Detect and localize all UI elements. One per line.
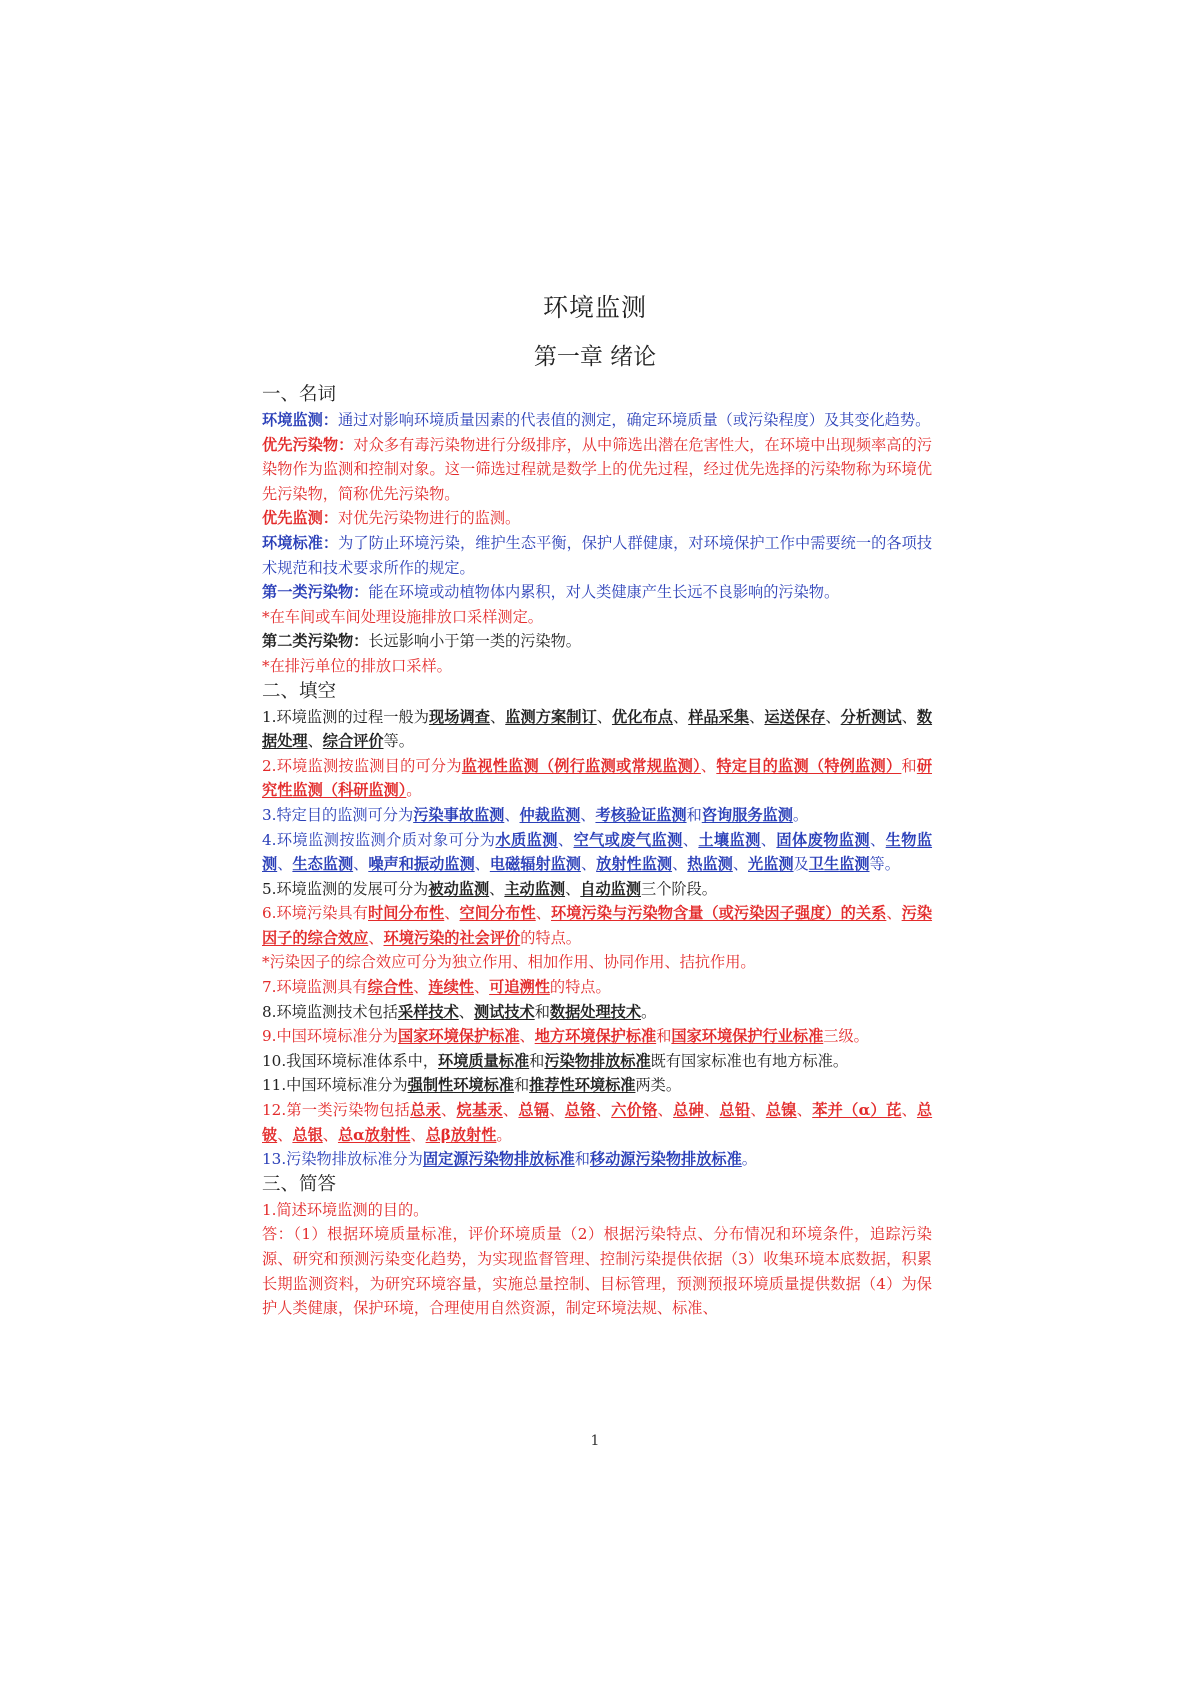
answer-blank: 总镍 bbox=[765, 1101, 797, 1120]
answer-blank: 国家环境保护行业标准 bbox=[671, 1027, 824, 1046]
answer-blank: 特定目的监测（特例监测） bbox=[716, 756, 902, 775]
fill-item-12 bbox=[262, 1098, 932, 1147]
answer-blank: 总铬 bbox=[564, 1101, 596, 1120]
note-combined-effects: *污染因子的综合效应可分为独立作用、相加作用、协同作用、拮抗作用。 bbox=[262, 953, 756, 972]
answer-1: 答：（1）根据环境质量标准，评价环境质量（2）根据污染特点、分布情况和环境条件，追踪污染源、研究和预测污染变化趋势，为实现监督管理、控制污染提供依据（3）收集环境本底数据，积累长期监测资料，为研究环境容量，实施总量控制、目标管理，预测预报环境质量提供数据（4）为保护人类健康，保护环境，合理使用自然资源，制定环境法规、标准、 bbox=[262, 1225, 932, 1318]
definition-text: 为了防止环境污染，维护生态平衡，保护人群健康，对环境保护工作中需要统一的各项技术规范和技术要求所作的规定。 bbox=[262, 533, 933, 577]
answer-blank: 总铅 bbox=[719, 1101, 751, 1120]
definition-priority-monitoring bbox=[262, 506, 932, 531]
question-text: 、 bbox=[796, 1101, 813, 1120]
question-text: 、 bbox=[595, 1101, 612, 1120]
answer-blank: 电磁辐射监测 bbox=[489, 855, 581, 874]
question-text: 11.中国环境标准分为 bbox=[262, 1076, 408, 1095]
question-text: 等。 bbox=[383, 732, 414, 751]
answer-blank: 污染事故监测 bbox=[413, 805, 505, 824]
answer-blank: 环境质量标准 bbox=[438, 1051, 530, 1070]
question-text: 、 bbox=[502, 1101, 519, 1120]
definition-class-two-pollutants bbox=[262, 629, 932, 654]
answer-blank: 国家环境保护标准 bbox=[398, 1027, 520, 1046]
question-text: 等。 bbox=[869, 855, 900, 874]
question-text: 10.我国环境标准体系中， bbox=[262, 1051, 439, 1070]
answer-blank: 总汞 bbox=[410, 1101, 442, 1120]
question-text: 9.中国环境标准分为 bbox=[262, 1027, 398, 1046]
question-text: 13.污染物排放标准分为 bbox=[262, 1150, 423, 1169]
chapter-title: 第一章 绪论 bbox=[533, 344, 657, 370]
question-text: 、 bbox=[519, 1027, 535, 1046]
answer-blank: 生态监测 bbox=[292, 855, 354, 874]
definition-priority-pollutants bbox=[262, 433, 932, 507]
question-text: 。 bbox=[496, 1125, 512, 1144]
question-text: 、 bbox=[760, 830, 777, 849]
answer-blank: 优化布点 bbox=[611, 707, 673, 726]
question-text: 、 bbox=[657, 1101, 674, 1120]
answer-blank: 监测方案制订 bbox=[505, 707, 597, 726]
question-text: 、 bbox=[700, 756, 717, 775]
answer-blank: 苯并（α）芘 bbox=[812, 1101, 902, 1120]
question-text: 两类。 bbox=[635, 1076, 682, 1095]
fill-item-8 bbox=[262, 1000, 932, 1025]
answer-blank: 六价铬 bbox=[611, 1101, 658, 1120]
question-text: 、 bbox=[410, 1125, 426, 1144]
question-text: 、 bbox=[535, 904, 551, 923]
fill-item-7 bbox=[262, 975, 932, 1000]
question-text: 和 bbox=[513, 1076, 530, 1095]
answer-blank: 数据处理 bbox=[262, 707, 933, 751]
answer-blank: 时间分布性 bbox=[368, 904, 445, 923]
document-body bbox=[262, 382, 932, 1321]
answer-blank: 样品采集 bbox=[688, 707, 750, 726]
definition-term: 第一类污染物： bbox=[262, 583, 369, 602]
answer-blank: 地方环境保护标准 bbox=[534, 1027, 657, 1046]
definition-environmental-standard bbox=[262, 531, 932, 580]
answer-blank: 噪声和振动监测 bbox=[368, 855, 475, 874]
question-text: 、 bbox=[901, 707, 917, 726]
fill-item-13 bbox=[262, 1147, 932, 1172]
answer-blank: 移动源污染物排放标准 bbox=[589, 1150, 742, 1169]
question-text: 和 bbox=[529, 1051, 545, 1070]
answer-blank: 总镉 bbox=[518, 1101, 550, 1120]
answer-blank: 分析测试 bbox=[840, 707, 902, 726]
section-heading-terms: 一、名词 bbox=[262, 384, 337, 405]
answer-blank: 被动监测 bbox=[428, 879, 490, 898]
question-text: 、 bbox=[672, 855, 688, 874]
question-text: 。 bbox=[741, 1150, 757, 1169]
question-text: 、 bbox=[557, 830, 574, 849]
definition-text: 对众多有毒污染物进行分级排序，从中筛选出潜在危害性大，在环境中出现频率高的污染物作为监测和控制对象。这一筛选过程就是数学上的优先过程，经过优先选择的污染物称为环境优先污染物，简称优先污染物。 bbox=[262, 435, 933, 503]
question-text: 和 bbox=[534, 1002, 550, 1021]
question-text: 及 bbox=[793, 855, 809, 874]
answer-blank: 测试技术 bbox=[473, 1002, 535, 1021]
question-text: 、 bbox=[489, 707, 506, 726]
question-text: 、 bbox=[474, 855, 490, 874]
question-text: 。 bbox=[792, 805, 809, 824]
answer-blank: 环境污染与污染物含量（或污染因子强度）的关系 bbox=[550, 904, 887, 923]
question-text: 、 bbox=[277, 1125, 293, 1144]
answer-blank: 总铍 bbox=[262, 1101, 933, 1144]
question-text: 三级。 bbox=[823, 1027, 869, 1046]
answer-blank: 咨询服务监测 bbox=[701, 805, 793, 824]
question-text: 6.环境污染具有 bbox=[262, 904, 369, 923]
question-text: 2.环境监测按监测目的可分为 bbox=[262, 756, 462, 775]
question-text: 。 bbox=[641, 1002, 657, 1021]
answer-blank: 现场调查 bbox=[429, 707, 490, 726]
answer-blank: 运送保存 bbox=[764, 707, 826, 726]
answer-blank: 烷基汞 bbox=[456, 1101, 503, 1120]
answer-blank: 土壤监测 bbox=[698, 830, 761, 849]
question-text: 、 bbox=[353, 855, 369, 874]
question-text: 和 bbox=[901, 756, 917, 775]
question-text: 、 bbox=[368, 928, 384, 947]
definition-term: 环境标准： bbox=[262, 533, 339, 552]
answer-blank: 水质监测 bbox=[495, 830, 558, 849]
question-text: 、 bbox=[682, 830, 699, 849]
question-text: 、 bbox=[549, 1101, 565, 1120]
question-text: 、 bbox=[413, 978, 429, 997]
definition-text: 长远影响小于第一类的污染物。 bbox=[368, 632, 581, 651]
question-text: 既有国家标准也有地方标准。 bbox=[650, 1051, 849, 1070]
question-text: 、 bbox=[886, 904, 902, 923]
answer-blank: 总β放射性 bbox=[425, 1125, 497, 1144]
question-text: 和 bbox=[574, 1150, 590, 1169]
question-text: 三个阶段。 bbox=[641, 879, 717, 898]
answer-blank: 考核验证监测 bbox=[595, 805, 687, 824]
answer-blank: 自动监测 bbox=[580, 879, 641, 898]
definition-term: 优先监测： bbox=[262, 509, 338, 528]
fill-item-11 bbox=[262, 1073, 932, 1098]
question-text: 、 bbox=[504, 805, 520, 824]
question-text: 、 bbox=[322, 1125, 338, 1144]
answer-blank: 固体废物监测 bbox=[776, 830, 871, 849]
definition-term: 第二类污染物： bbox=[262, 632, 369, 651]
question-text: 。 bbox=[406, 781, 422, 800]
answer-blank: 主动监测 bbox=[504, 879, 566, 898]
fill-item-1 bbox=[262, 705, 932, 754]
fill-item-3 bbox=[262, 803, 932, 828]
answer-blank: 污染物排放标准 bbox=[544, 1051, 651, 1070]
section-heading-fill-in: 二、填空 bbox=[262, 680, 337, 702]
question-text: 、 bbox=[458, 1002, 474, 1021]
answer-blank: 研究性监测（科研监测） bbox=[262, 756, 933, 800]
answer-blank: 推荐性环境标准 bbox=[529, 1076, 636, 1095]
question-text: 7.环境监测具有 bbox=[262, 978, 368, 997]
answer-blank: 生物监测 bbox=[262, 830, 933, 874]
question-text: 5.环境监测的发展可分为 bbox=[262, 879, 429, 898]
answer-blank: 数据处理技术 bbox=[549, 1002, 641, 1021]
question-text: 、 bbox=[277, 855, 293, 874]
question-text: 、 bbox=[825, 707, 841, 726]
question-text: 、 bbox=[672, 707, 689, 726]
answer-blank: 污染因子的综合效应 bbox=[262, 904, 933, 947]
answer-blank: 可追溯性 bbox=[489, 978, 550, 997]
fill-item-4 bbox=[262, 828, 932, 877]
answer-blank: 环境污染的社会评价 bbox=[383, 928, 521, 947]
question-text: 、 bbox=[703, 1101, 720, 1120]
question-text: 、 bbox=[750, 1101, 766, 1120]
definition-term: 环境监测： bbox=[262, 411, 338, 429]
question-text: 的特点。 bbox=[549, 978, 611, 997]
answer-blank: 综合评价 bbox=[322, 732, 384, 751]
definition-text: 能在环境或动植物体内累积，对人类健康产生长远不良影响的污染物。 bbox=[368, 583, 840, 602]
definition-text: 通过对影响环境质量因素的代表值的测定，确定环境质量（或污染程度）及其变化趋势。 bbox=[337, 411, 931, 429]
question-text: 12.第一类污染物包括 bbox=[262, 1101, 411, 1120]
answer-blank: 固定源污染物排放标准 bbox=[422, 1150, 575, 1169]
answer-blank: 总银 bbox=[292, 1125, 323, 1144]
question-text: 、 bbox=[749, 707, 765, 726]
question-text: 、 bbox=[732, 855, 748, 874]
question-text: 、 bbox=[596, 707, 612, 726]
answer-blank: 空间分布性 bbox=[459, 904, 536, 923]
answer-blank: 仲裁监测 bbox=[519, 805, 581, 824]
question-text: 和 bbox=[686, 805, 702, 824]
definition-text: 对优先污染物进行的监测。 bbox=[337, 509, 521, 528]
question-text: 、 bbox=[489, 879, 505, 898]
fill-item-6 bbox=[262, 901, 932, 950]
question-text: 4.环境监测按监测介质对象可分为 bbox=[262, 830, 496, 849]
answer-blank: 采样技术 bbox=[398, 1002, 459, 1021]
question-text: 、 bbox=[870, 830, 886, 849]
answer-blank: 放射性监测 bbox=[596, 855, 673, 874]
question-text: 、 bbox=[441, 1101, 457, 1120]
note-class-one-sampling: *在车间或车间处理设施排放口采样测定。 bbox=[262, 607, 543, 626]
question-text: 、 bbox=[901, 1101, 917, 1120]
definition-class-one-pollutants bbox=[262, 580, 932, 605]
note-class-two-sampling: *在排污单位的排放口采样。 bbox=[262, 656, 452, 675]
question-text: 1.环境监测的过程一般为 bbox=[262, 707, 429, 726]
question-1: 1.简述环境监测的目的。 bbox=[262, 1200, 429, 1219]
fill-item-5 bbox=[262, 877, 932, 902]
answer-blank: 监视性监测（例行监测或常规监测） bbox=[461, 756, 701, 775]
fill-item-10 bbox=[262, 1049, 932, 1074]
definition-term: 优先污染物： bbox=[262, 435, 354, 454]
definition-environmental-monitoring bbox=[262, 408, 932, 433]
question-text: 和 bbox=[656, 1027, 672, 1046]
question-text: 、 bbox=[565, 879, 581, 898]
section-heading-short-answer: 三、简答 bbox=[262, 1173, 337, 1195]
answer-blank: 卫生监测 bbox=[808, 855, 870, 874]
question-text: 3.特定目的监测可分为 bbox=[262, 805, 414, 824]
document-title: 环境监测 bbox=[542, 293, 647, 322]
question-text: 、 bbox=[307, 732, 323, 751]
fill-item-9 bbox=[262, 1024, 932, 1049]
question-text: 、 bbox=[580, 855, 597, 874]
answer-blank: 强制性环境标准 bbox=[407, 1076, 514, 1095]
answer-blank: 光监测 bbox=[748, 855, 794, 874]
answer-blank: 热监测 bbox=[687, 855, 733, 874]
answer-blank: 综合性 bbox=[367, 978, 414, 997]
answer-blank: 空气或废气监测 bbox=[573, 830, 683, 849]
answer-blank: 总砷 bbox=[673, 1101, 704, 1120]
question-text: 、 bbox=[444, 904, 460, 923]
answer-blank: 连续性 bbox=[428, 978, 474, 997]
fill-item-2 bbox=[262, 754, 932, 803]
question-text: 、 bbox=[473, 978, 490, 997]
page-number: 1 bbox=[590, 1433, 600, 1449]
question-text: 、 bbox=[580, 805, 596, 824]
question-text: 8.环境监测技术包括 bbox=[262, 1002, 398, 1021]
question-text: 的特点。 bbox=[520, 928, 581, 947]
answer-blank: 总α放射性 bbox=[337, 1125, 411, 1144]
